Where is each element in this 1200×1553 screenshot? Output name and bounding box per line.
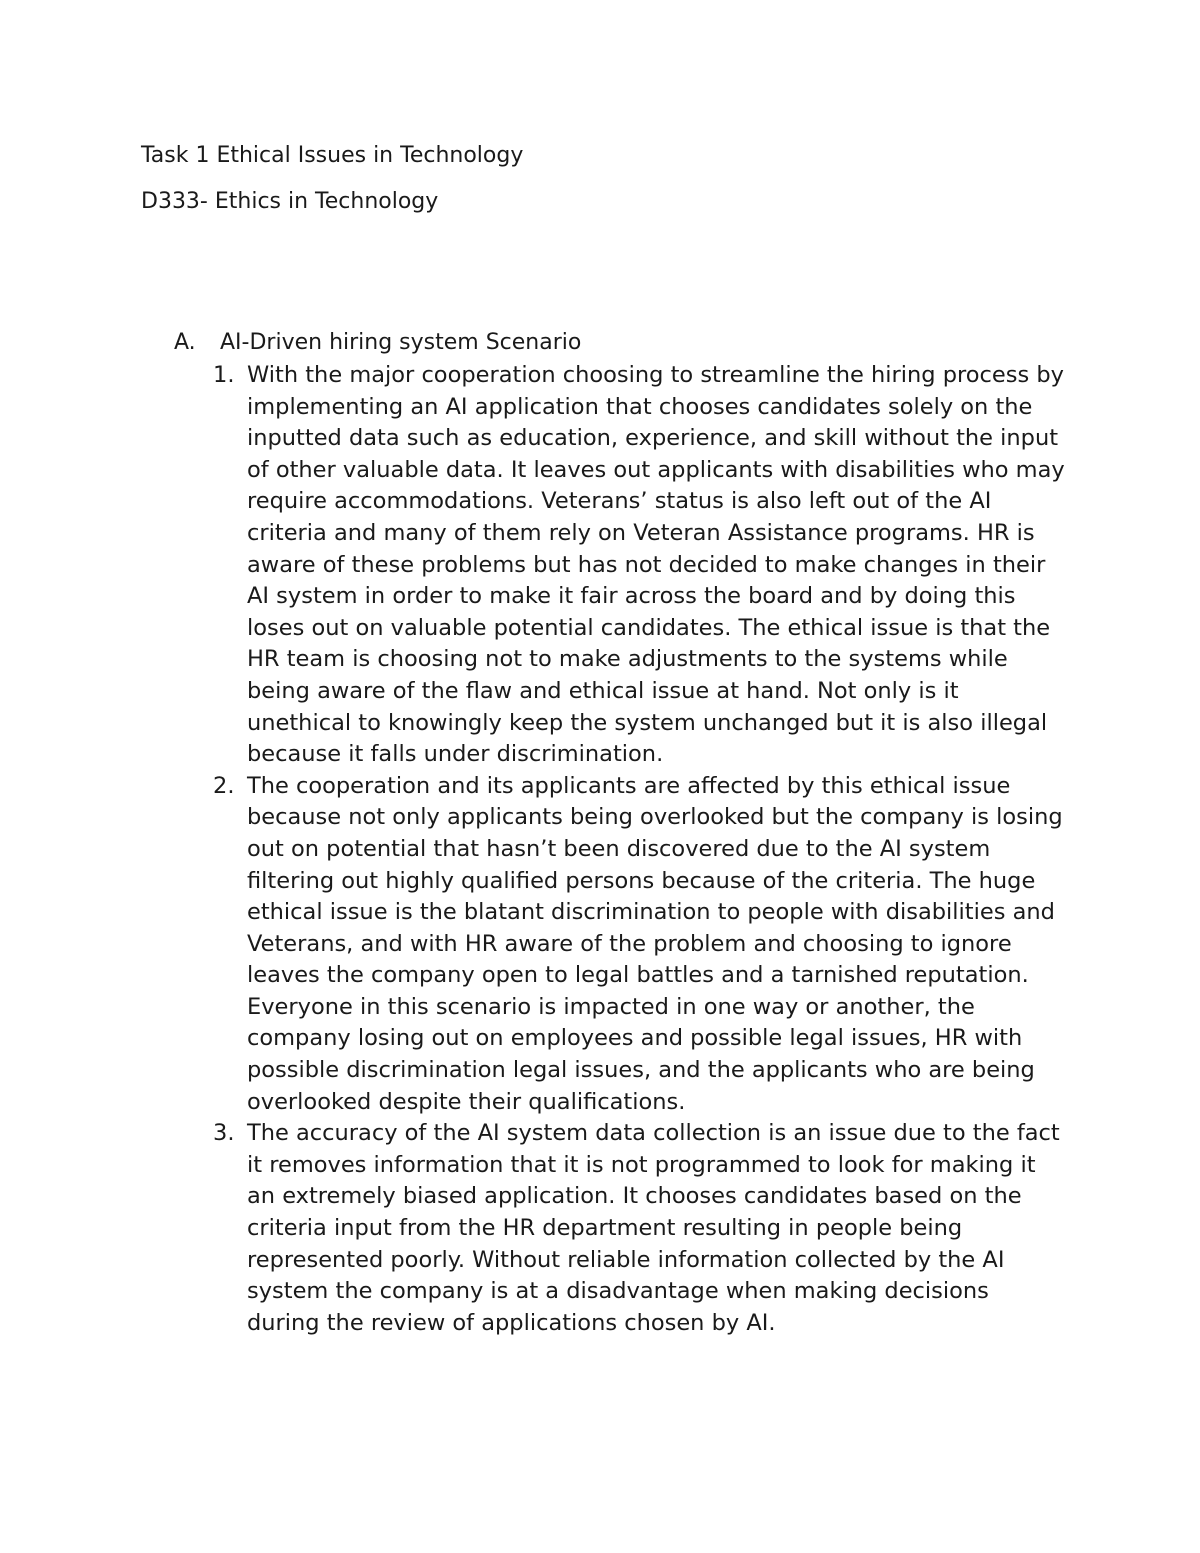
document-title: Task 1 Ethical Issues in Technology: [141, 143, 524, 168]
list-item-number: 2.: [213, 772, 235, 799]
list-item: [213, 771, 1067, 1119]
list-item: [213, 360, 1067, 771]
list-item-number: 1.: [213, 362, 235, 388]
course-title: D333- Ethics in Technology: [141, 189, 439, 214]
section-heading: [174, 328, 581, 358]
section-marker: A.: [174, 330, 196, 355]
list-item-text: The accuracy of the AI system data collection is an issue due to the fact it removes information that it is not programmed to look for making it an extremely biased application. It chooses candidates based on the criteria input from the HR department resulting in people being represented poorly. Without reliable information collected by the AI system the company is at a disadvantage when making decisions during the review of applications chosen by AI.: [247, 1120, 1060, 1336]
list-item-text: The cooperation and its applicants are affected by this ethical issue because not only applicants being overlooked but the company is losing out on potential that hasn’t been discovered due to the AI system filtering out highly qualified persons because of the criteria. The huge ethical issue is the blatant discrimination to people with disabilities and Veterans, and with HR aware of the problem and choosing to ignore leaves the company open to legal battles and a tarnished reputation. Everyone in this scenario is impacted in one way or another, the company losing out on employees and possible legal issues, HR with possible discrimination legal issues, and the applicants who are being overlooked despite their qualifications.: [247, 772, 1063, 1115]
section-heading-text: AI-Driven hiring system Scenario: [220, 330, 582, 355]
list-item-number: 3.: [213, 1120, 235, 1147]
list-item: [213, 1118, 1067, 1339]
numbered-list: [213, 360, 1067, 1339]
list-item-text: With the major cooperation choosing to streamline the hiring process by implementing an AI application that chooses candidates solely on the inputted data such as education, experience, and skill without the input of other valuable data. It leaves out applicants with disabilities who may require accommodations. Veterans’ status is also left out of the AI criteria and many of them rely on Veteran Assistance programs. HR is aware of these problems but has not decided to make changes in their AI system in order to make it fair across the board and by doing this loses out on valuable potential candidates. The ethical issue is that the HR team is choosing not to make adjustments to the systems while being aware of the flaw and ethical issue at hand. Not only is it unethical to knowingly keep the system unchanged but it is also illegal because it falls under discrimination.: [247, 362, 1065, 768]
